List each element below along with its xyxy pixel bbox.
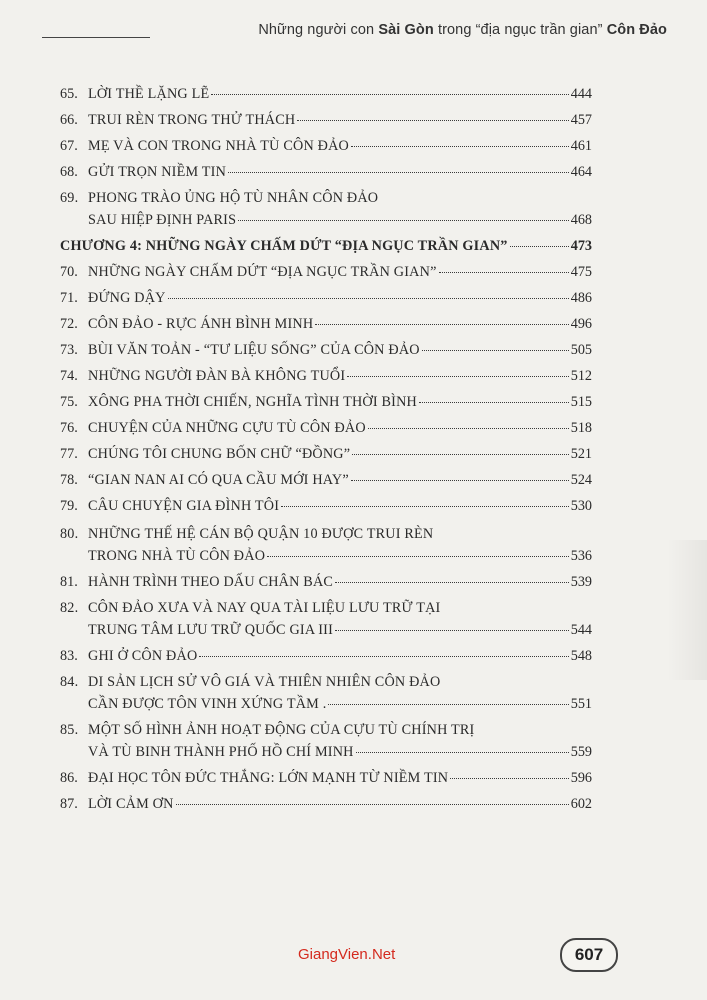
toc-entry-title: NHỮNG NGƯỜI ĐÀN BÀ KHÔNG TUỔI [88, 368, 346, 384]
dot-leader [238, 220, 569, 221]
toc-entry[interactable] [60, 446, 592, 466]
toc-page-number: 515 [570, 394, 592, 410]
toc-entry-number: 82. [60, 600, 79, 616]
toc-page-number: 596 [570, 770, 592, 786]
header-title-condao: Côn Đảo [606, 22, 667, 38]
header-title-prefix: Những người con [258, 22, 379, 38]
toc-entry-number: 70. [60, 264, 78, 280]
header-title-mid: trong “địa ngục trần gian” [433, 22, 607, 38]
toc-entry[interactable] [60, 498, 592, 518]
toc-entry-number: 87. [60, 796, 78, 812]
toc-page-number: 512 [570, 368, 592, 384]
dot-leader [315, 324, 568, 325]
toc-entry-title: LỜI THỀ LẶNG LẼ [88, 86, 210, 102]
toc-entry[interactable] [60, 316, 592, 336]
toc-entry-title: LỜI CẢM ƠN [88, 796, 174, 812]
toc-page-number: 524 [570, 472, 592, 488]
toc-entry[interactable] [60, 796, 592, 816]
dot-leader [368, 428, 569, 429]
toc-entry-title: CHUYỆN CỦA NHỮNG CỰU TÙ CÔN ĐẢO [88, 420, 366, 436]
toc-entry-title-line: CÔN ĐẢO XƯA VÀ NAY QUA TÀI LIỆU LƯU TRỮ TẠI [88, 600, 441, 616]
toc-entry-number-wrap [60, 674, 78, 694]
toc-entry-title: HÀNH TRÌNH THEO DẤU CHÂN BÁC [88, 574, 334, 590]
toc-page-number: 496 [570, 316, 592, 332]
toc-page-number: 464 [570, 164, 592, 180]
toc-entry[interactable] [60, 770, 592, 790]
toc-entry-title-line: MỘT SỐ HÌNH ẢNH HOẠT ĐỘNG CỦA CỰU TÙ CHÍNH TRỊ [88, 722, 475, 738]
watermark-site: GiangVien.Net [298, 946, 396, 963]
toc-page-number: 530 [570, 498, 592, 514]
toc-entry-number: 85. [60, 722, 79, 738]
toc-entry-title: GHI Ở CÔN ĐẢO [88, 648, 198, 664]
toc-chapter-heading[interactable] [60, 238, 592, 258]
toc-entry-title-line: DI SẢN LỊCH SỬ VÔ GIÁ VÀ THIÊN NHIÊN CÔN ĐẢO [88, 674, 441, 690]
toc-entry-number: 86. [60, 770, 78, 786]
toc-page-number: 461 [570, 138, 592, 154]
toc-entry-number: 81. [60, 574, 78, 590]
toc-entry-title: CÂU CHUYỆN GIA ĐÌNH TÔI [88, 498, 280, 514]
toc-entry-number: 83. [60, 648, 78, 664]
dot-leader [211, 94, 568, 95]
dot-leader [267, 556, 569, 557]
toc-entry-title: XÔNG PHA THỜI CHIẾN, NGHĨA TÌNH THỜI BÌNH [88, 394, 417, 410]
toc-entry-number: 66. [60, 112, 78, 128]
toc-entry[interactable] [60, 420, 592, 440]
toc-entry[interactable] [60, 394, 592, 414]
toc-entry-number: 77. [60, 446, 78, 462]
toc-entry-title: ĐỨNG DẬY [88, 290, 166, 306]
dot-leader [351, 480, 569, 481]
toc-entry-title-line: PHONG TRÀO ỦNG HỘ TÙ NHÂN CÔN ĐẢO [88, 190, 379, 206]
toc-page-number: 444 [570, 86, 592, 102]
dot-leader [351, 146, 569, 147]
dot-leader [281, 506, 569, 507]
toc-entry-number: 78. [60, 472, 78, 488]
toc-page-number: 486 [570, 290, 592, 306]
toc-page-number: 468 [570, 212, 592, 228]
toc-entry-number: 69. [60, 190, 79, 206]
toc-page-number: 551 [570, 696, 592, 712]
toc-entry-title: SAU HIỆP ĐỊNH PARIS [88, 212, 237, 228]
dot-leader [352, 454, 568, 455]
toc-page-number: 518 [570, 420, 592, 436]
toc-entry-number: 67. [60, 138, 78, 154]
toc-entry-number: 76. [60, 420, 78, 436]
dot-leader [335, 582, 569, 583]
dot-leader [439, 272, 569, 273]
chapter-title: CHƯƠNG 4: NHỮNG NGÀY CHẤM DỨT “ĐỊA NGỤC TRẦN GIAN” [60, 238, 508, 254]
dot-leader [328, 704, 568, 705]
toc-page-number: 536 [570, 548, 592, 564]
dot-leader [356, 752, 569, 753]
toc-entry[interactable] [60, 696, 592, 716]
toc-entry[interactable] [60, 548, 592, 568]
toc-entry-title: TRONG NHÀ TÙ CÔN ĐẢO [88, 548, 266, 564]
toc-entry[interactable] [60, 574, 592, 594]
toc-entry-number-wrap [60, 190, 78, 210]
toc-entry[interactable] [60, 342, 592, 362]
dot-leader [335, 630, 569, 631]
toc-page-number: 521 [570, 446, 592, 462]
toc-entry-number: 72. [60, 316, 78, 332]
toc-entry[interactable] [60, 368, 592, 388]
dot-leader [176, 804, 569, 805]
toc-entry-number: 79. [60, 498, 78, 514]
toc-page-number: 457 [570, 112, 592, 128]
toc-entry-title: CHÚNG TÔI CHUNG BỐN CHỮ “ĐỒNG” [88, 446, 351, 462]
toc-entry-number: 65. [60, 86, 78, 102]
dot-leader [419, 402, 569, 403]
toc-entry-number: 71. [60, 290, 78, 306]
toc-entry-title: TRUI RÈN TRONG THỬ THÁCH [88, 112, 296, 128]
page-edge-shadow [667, 540, 707, 680]
toc-page-number: 473 [570, 238, 592, 254]
toc-page-number: 475 [570, 264, 592, 280]
toc-page-number: 544 [570, 622, 592, 638]
toc-entry-number-wrap [60, 526, 78, 546]
toc-entry[interactable] [60, 86, 592, 106]
toc-entry-title: “GIAN NAN AI CÓ QUA CẦU MỚI HAY” [88, 472, 349, 488]
toc-entry-number: 68. [60, 164, 78, 180]
toc-entry-number: 75. [60, 394, 78, 410]
toc-entry-number-wrap [60, 722, 78, 742]
toc-entry-title: MẸ VÀ CON TRONG NHÀ TÙ CÔN ĐẢO [88, 138, 349, 154]
dot-leader [347, 376, 568, 377]
toc-entry[interactable] [60, 138, 592, 158]
toc-entry[interactable] [60, 744, 592, 764]
toc-entry[interactable] [60, 212, 592, 232]
toc-page-number: 559 [570, 744, 592, 760]
dot-leader [168, 298, 569, 299]
toc-entry[interactable] [60, 112, 592, 132]
toc-entry-title: BÙI VĂN TOẢN - “TƯ LIỆU SỐNG” CỦA CÔN ĐẢO [88, 342, 420, 358]
toc-page-number: 539 [570, 574, 592, 590]
page-number: 607 [574, 945, 604, 964]
header-title-saigon: Sài Gòn [378, 22, 434, 38]
toc-entry-title: VÀ TÙ BINH THÀNH PHỐ HỒ CHÍ MINH [88, 744, 354, 760]
toc-entry-number: 84. [60, 674, 79, 690]
dot-leader [422, 350, 569, 351]
dot-leader [510, 246, 569, 247]
dot-leader [228, 172, 569, 173]
dot-leader [450, 778, 569, 779]
toc-entry-number: 73. [60, 342, 78, 358]
toc-entry-title: NHỮNG NGÀY CHẤM DỨT “ĐỊA NGỤC TRẦN GIAN” [88, 264, 437, 280]
toc-entry[interactable] [60, 264, 592, 284]
toc-entry-number: 74. [60, 368, 78, 384]
toc-entry[interactable] [60, 622, 592, 642]
toc-entry-title: GỬI TRỌN NIỀM TIN [88, 164, 227, 180]
toc-entry[interactable] [60, 472, 592, 492]
toc-entry-number: 80. [60, 526, 79, 542]
toc-entry-number-wrap [60, 600, 78, 620]
toc-page-number: 548 [570, 648, 592, 664]
toc-entry-title: CẦN ĐƯỢC TÔN VINH XỨNG TẦM . [88, 696, 327, 712]
dot-leader [199, 656, 568, 657]
toc-entry-title: ĐẠI HỌC TÔN ĐỨC THẮNG: LỚN MẠNH TỪ NIỀM TIN [88, 770, 449, 786]
toc-entry[interactable] [60, 290, 592, 310]
toc-page-number: 602 [570, 796, 592, 812]
page-number-badge [560, 938, 618, 972]
toc-entry-title: CÔN ĐẢO - RỰC ÁNH BÌNH MINH [88, 316, 314, 332]
toc-page-number: 505 [570, 342, 592, 358]
toc-entry-title: TRUNG TÂM LƯU TRỮ QUỐC GIA III [88, 622, 334, 638]
toc-entry-title-line: NHỮNG THẾ HỆ CÁN BỘ QUẬN 10 ĐƯỢC TRUI RÈN [88, 526, 434, 542]
toc-entry[interactable] [60, 164, 592, 184]
dot-leader [297, 120, 568, 121]
toc-entry[interactable] [60, 648, 592, 668]
